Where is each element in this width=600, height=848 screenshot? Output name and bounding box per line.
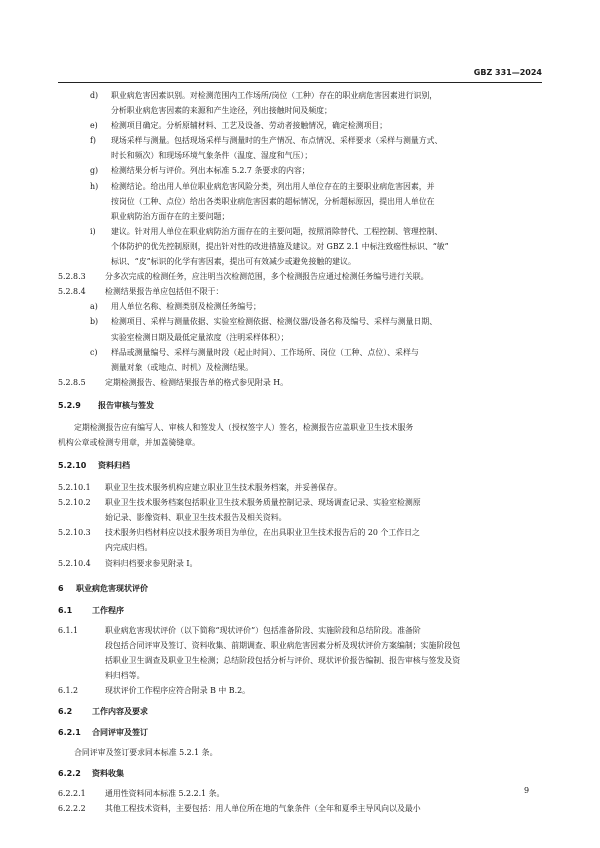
item-text: 定期检测报告、检测结果报告单的格式参见附录 H。 (105, 377, 288, 387)
standard-code: GBZ 331—2024 (473, 68, 542, 77)
item-text: 职业卫生技术服务档案包括职业卫生技术服务质量控制记录、现场调查记录、实验室检测原 始记录、影像资料、职业卫生技术报告及相关资料。 (105, 498, 421, 523)
item-text: 检测结论。给出用人单位职业病危害风险分类，列出用人单位存在的主要职业病危害因素，并 按岗位（工种、点位）给出各类职业病危害因素的超标情况，分析超标原因，提出用人单位在 职业病防治方面存在的主要问题； (111, 181, 435, 221)
heading-number: 6.2 (58, 707, 73, 717)
clause (58, 269, 543, 284)
clause (58, 284, 543, 299)
clause (58, 525, 543, 555)
section-heading (58, 581, 543, 596)
item-text: 现状评价工作程序应符合附录 B 中 B.2。 (105, 686, 251, 695)
heading-title: 合同评审及签订 (92, 728, 148, 738)
heading-title: 资料收集 (92, 769, 124, 779)
item-text: 合同评审及签订要求同本标准 5.2.1 条。 (74, 748, 218, 758)
item-label: 6.1.2 (58, 686, 79, 695)
section-heading (58, 704, 543, 719)
item-label: 5.2.10.3 (58, 528, 91, 538)
clause (58, 786, 543, 801)
section-heading (58, 458, 543, 473)
list-item (58, 179, 543, 224)
heading-title: 职业病危害现状评价 (76, 583, 148, 593)
list-item (58, 345, 543, 375)
item-text: 检测结果分析与评价。列出本标准 5.2.7 条要求的内容； (111, 166, 310, 176)
clause (58, 623, 543, 683)
list-item (58, 88, 543, 118)
item-text: 职业病危害因素识别。对检测范围内工作场所/岗位（工种）存在的职业病危害因素进行识别， 分析职业病危害因素的来源和产生途径，列出接触时间及频度； (111, 91, 438, 116)
clause (58, 495, 543, 525)
item-label: g) (90, 166, 99, 176)
item-text: 职业卫生技术服务机构应建立职业卫生技术服务档案，并妥善保存。 (105, 483, 342, 493)
section-heading (58, 766, 543, 781)
section-heading (58, 603, 543, 618)
heading-number: 5.2.10 (58, 461, 87, 471)
heading-number: 6.2.1 (58, 728, 81, 738)
item-label: a) (90, 302, 98, 312)
item-text: 其他工程技术资料，主要包括：用人单位所在地的气象条件（全年和夏季主导风向以及最小 (105, 804, 421, 814)
item-label: 5.2.8.5 (58, 377, 86, 387)
item-text: 检测结果报告单应包括但不限于： (105, 287, 224, 297)
list-item (58, 299, 543, 314)
clause (58, 480, 543, 495)
list-item (58, 118, 543, 133)
heading-title: 工作内容及要求 (92, 707, 148, 717)
item-label: c) (90, 347, 98, 357)
item-text: 职业病危害现状评价（以下简称“现状评价”）包括准备阶段、实施阶段和总结阶段。准备阶 段包括合同评审及签订、资料收集、前期调查、职业病危害因素分析及现状评价方案编制；实施阶段包 括职业卫生调查及职业卫生检测；总结阶段包括分析与评价、现状评价报告编制、报告审核与签发及资 料归档等。 (105, 625, 461, 680)
item-label: e) (90, 121, 98, 131)
list-item (58, 314, 543, 344)
heading-title: 报告审核与签发 (98, 400, 154, 410)
heading-title: 资料归档 (98, 461, 130, 471)
item-label: 5.2.10.4 (58, 558, 91, 568)
item-text: 分多次完成的检测任务，应注明当次检测范围，多个检测报告应通过检测任务编号进行关联。 (105, 272, 429, 282)
list-item (58, 163, 543, 178)
item-label: b) (90, 317, 99, 327)
item-text: 技术服务归档材料应以技术服务项目为单位，在出具职业卫生技术报告后的 20 个工作日之 内完成归档。 (105, 528, 420, 553)
item-label: 5.2.8.3 (58, 272, 86, 282)
item-label: f) (90, 136, 96, 146)
clause (58, 375, 543, 390)
clause (58, 683, 543, 698)
document-body (58, 88, 543, 816)
item-text: 样品或测量编号、采样与测量时段（起止时间）、工作场所、岗位（工种、点位）、采样与 测量对象（或地点、时机）及检测结果。 (111, 347, 419, 372)
heading-title: 工作程序 (92, 605, 124, 615)
clause (58, 801, 543, 816)
item-label: h) (90, 181, 99, 191)
item-text: 通用性资料同本标准 5.2.2.1 条。 (105, 789, 225, 799)
item-text: 用人单位名称、检测类别及检测任务编号； (111, 302, 261, 312)
item-text: 定期检测报告应有编写人、审核人和签发人（授权签字人）签名，检测报告应盖职业卫生技术服务 机构公章或检测专用章，并加盖骑缝章。 (58, 422, 414, 447)
item-text: 资料归档要求参见附录 I。 (105, 558, 198, 568)
section-heading (58, 725, 543, 740)
header-rule (58, 82, 542, 83)
item-label: 6.2.2.2 (58, 804, 86, 814)
item-label: 5.2.10.1 (58, 483, 91, 493)
item-label: 5.2.10.2 (58, 498, 91, 508)
section-heading (58, 398, 543, 413)
item-text: 检测项目、采样与测量依据、实验室检测依据、检测仪器/设备名称及编号、采样与测量日期、 实验室检测日期及最低定量浓度（注明采样体积）； (111, 317, 438, 342)
item-text: 检测项目确定。分析原辅材料、工艺及设备、劳动者接触情况，确定检测项目； (111, 121, 388, 131)
item-label: 6.2.2.1 (58, 789, 86, 799)
item-label: i) (90, 226, 96, 236)
paragraph (58, 420, 543, 450)
item-label: d) (90, 91, 99, 100)
page-number: 9 (524, 786, 530, 795)
item-text: 现场采样与测量。包括现场采样与测量时的生产情况、布点情况、采样要求（采样与测量方式、 时长和频次）和现场环境气象条件（温度、湿度和气压）； (111, 136, 443, 161)
item-text: 建议。针对用人单位在职业病防治方面存在的主要问题，按照消除替代、工程控制、管理控制、 个体防护的优先控制原则，提出针对性的改进措施及建议。对 GBZ 2.1 中标注致癌性标识、“敏” 标识、“皮”标识的化学有害因素，提出可有效减少或避免接触的建议。 (111, 226, 449, 267)
heading-number: 5.2.9 (58, 400, 81, 410)
heading-number: 6 (58, 583, 64, 593)
item-label: 6.1.1 (58, 625, 79, 635)
clause (58, 556, 543, 571)
heading-number: 6.1 (58, 605, 73, 615)
list-item (58, 133, 543, 163)
item-label: 5.2.8.4 (58, 287, 86, 297)
paragraph (58, 745, 543, 760)
heading-number: 6.2.2 (58, 769, 81, 779)
list-item (58, 224, 543, 269)
